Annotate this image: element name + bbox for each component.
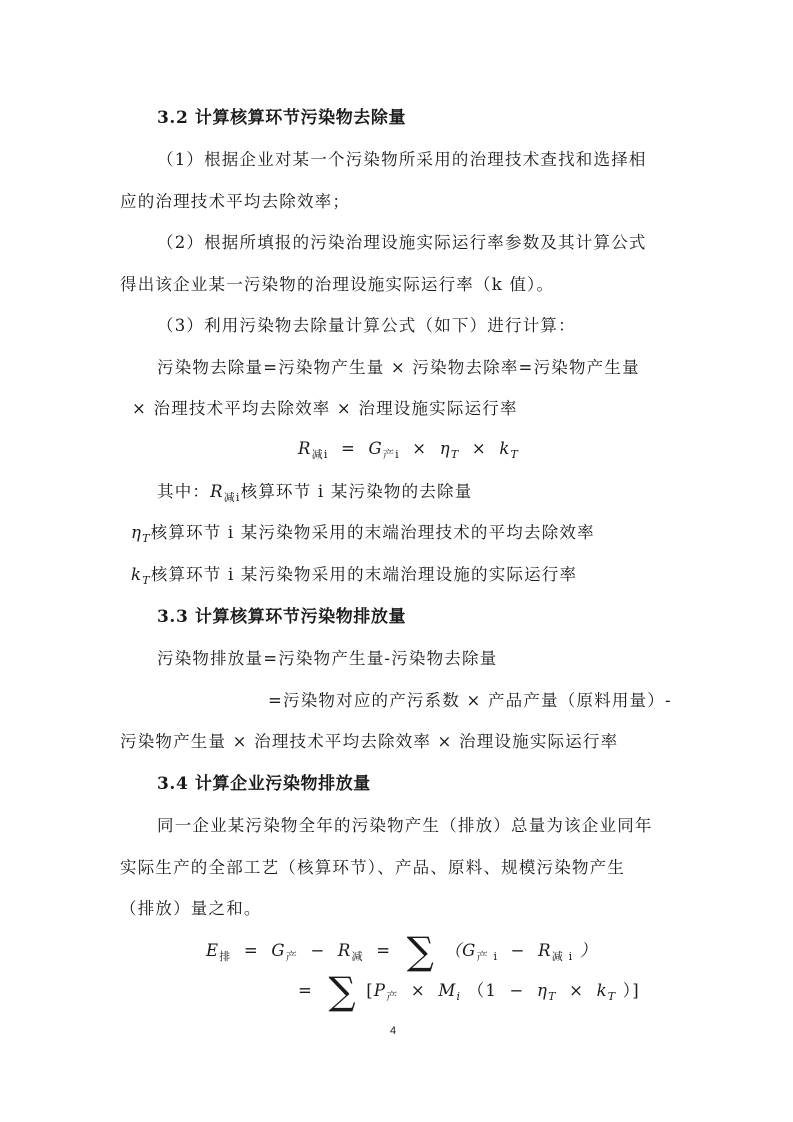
page-number: 4 [390, 1025, 397, 1037]
heading-3-3: 3.3 计算核算环节污染物排放量 [157, 607, 407, 627]
paragraph-line: 污染物去除量=污染物产生量 × 污染物去除率=污染物产生量 [157, 358, 640, 377]
heading-3-2: 3.2 计算核算环节污染物去除量 [157, 108, 407, 128]
definition-k: $k_T$核算环节 i 某污染物采用的末端治理设施的实际运行率 [131, 565, 578, 587]
emission-formula-line2: = ∑ [$P_产 \times M_i$ （$1 - \eta_T \times k_T$ ）] [298, 969, 640, 1013]
paragraph-line: 实际生产的全部工艺（核算环节）、产品、原料、规模污染物产生 [120, 858, 626, 877]
paragraph-line: 污染物排放量=污染物产生量-污染物去除量 [157, 649, 498, 668]
paragraph-line: （排放）量之和。 [120, 899, 262, 918]
paragraph-line: 污染物产生量 × 治理技术平均去除效率 × 治理设施实际运行率 [120, 732, 619, 751]
paragraph-line: =污染物对应的产污系数 × 产品产量（原料用量）- [268, 691, 672, 710]
paragraph-line: 应的治理技术平均去除效率； [120, 192, 351, 211]
emission-formula-line1: $E_排 = G_产 - R_减$ = ∑ （$G_{产 i} - R_{减 i}$ ） [206, 929, 598, 973]
paragraph-line: 得出该企业某一污染物的治理设施实际运行率（k 值）。 [120, 275, 555, 294]
removal-formula: $R_{减i} = G_{产i} \times \eta_T \times k_T$ [298, 439, 520, 461]
paragraph-line: （2）根据所填报的污染治理设施实际运行率参数及其计算公式 [157, 233, 647, 252]
definition-eta: $\eta_T$核算环节 i 某污染物采用的末端治理技术的平均去除效率 [131, 523, 595, 545]
paragraph-line: （3）利用污染物去除量计算公式（如下）进行计算： [157, 316, 576, 335]
heading-3-4: 3.4 计算企业污染物排放量 [157, 774, 371, 794]
paragraph-line: × 治理技术平均去除效率 × 治理设施实际运行率 [132, 399, 518, 418]
paragraph-line: （1）根据企业对某一个污染物所采用的治理技术查找和选择相 [157, 150, 647, 169]
paragraph-line: 同一企业某污染物全年的污染物产生（排放）总量为该企业同年 [157, 816, 653, 835]
definition-R: 其中：$R_{减i}$核算环节 i 某污染物的去除量 [157, 482, 473, 504]
